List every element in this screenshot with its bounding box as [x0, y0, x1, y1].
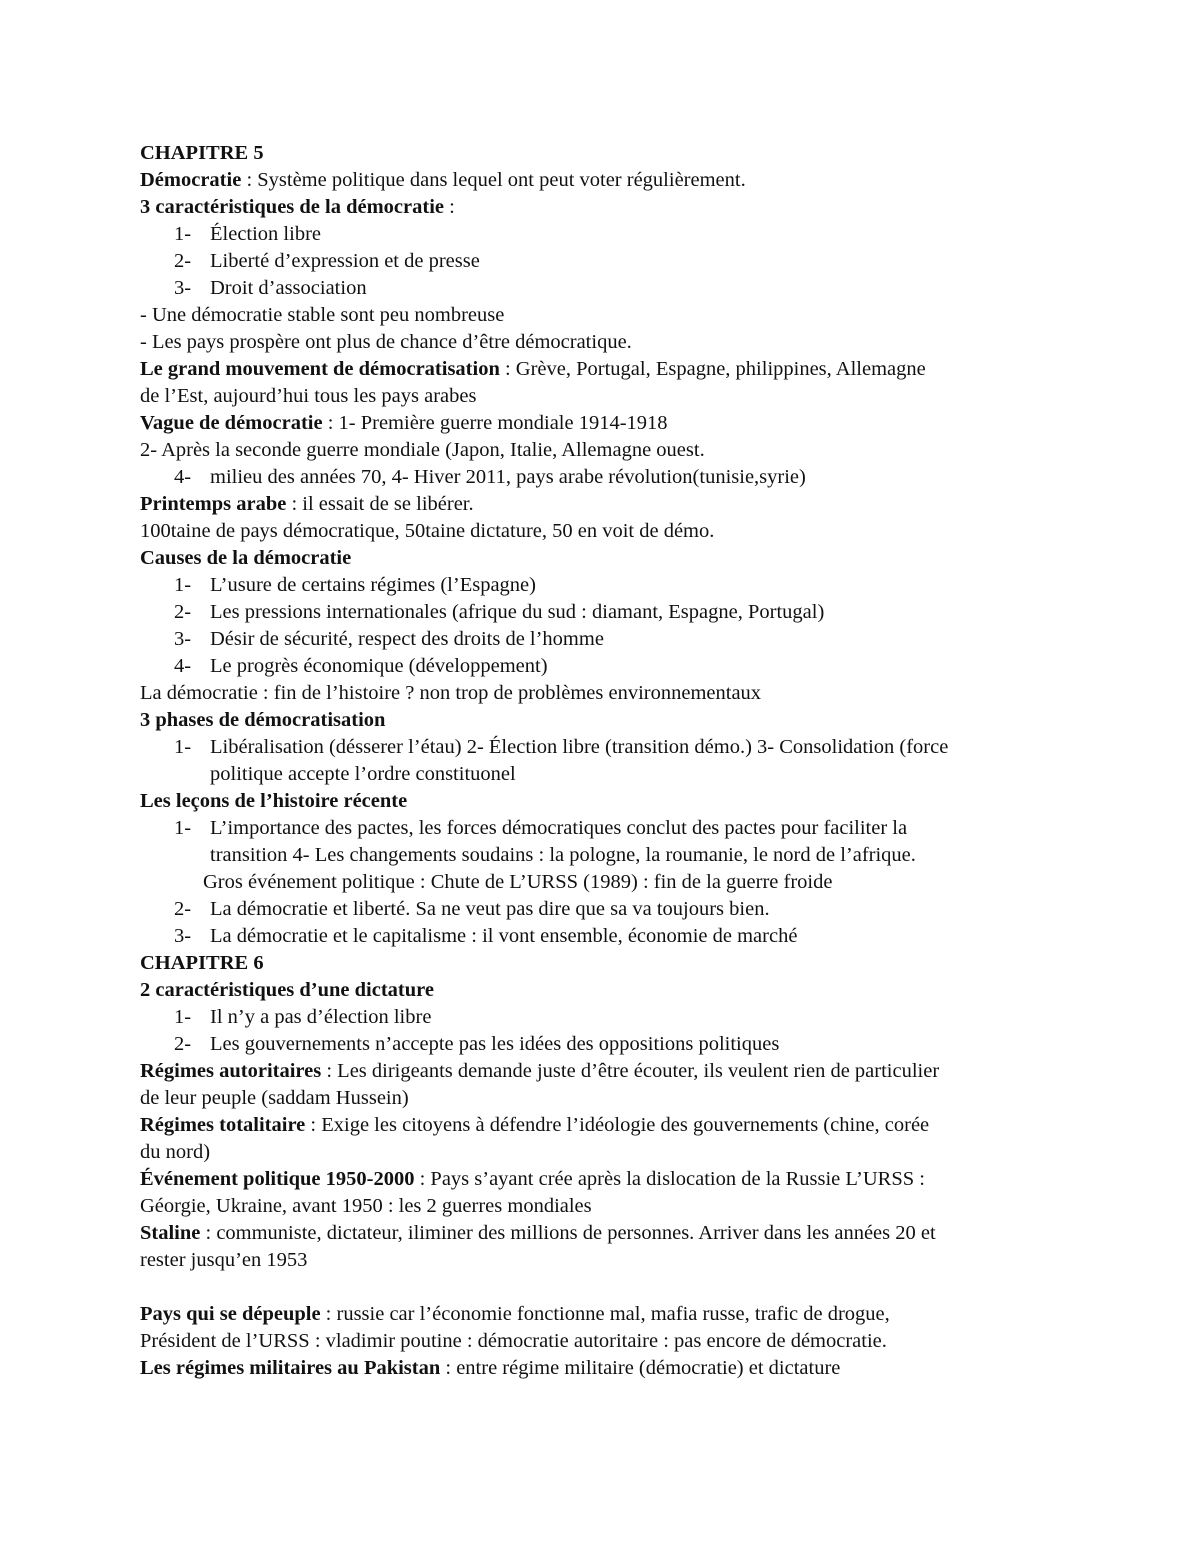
term: Démocratie [140, 169, 242, 191]
list-item: 2- La démocratie et liberté. Sa ne veut pas dire que sa va toujours bien. [174, 898, 770, 920]
list-item: 1- Il n’y a pas d’élection libre [174, 1006, 432, 1028]
definition-depeuple: Pays qui se dépeuple : russie car l’économie fonctionne mal, mafia russe, trafic de drogue, [140, 1303, 890, 1325]
definition-continuation: Géorgie, Ukraine, avant 1950 : les 2 guerres mondiales [140, 1195, 592, 1217]
definition-vague: Vague de démocratie : 1- Première guerre mondiale 1914-1918 [140, 412, 668, 434]
definition-totalitaire: Régimes totalitaire : Exige les citoyens à défendre l’idéologie des gouvernements (chine, corée [140, 1114, 930, 1136]
heading-dictature: 2 caractéristiques d’une dictature [140, 979, 434, 1001]
definition-democratie [140, 167, 1065, 194]
list-item: 2- Les pressions internationales (afrique du sud : diamant, Espagne, Portugal) [174, 601, 825, 623]
list-item-continuation: Gros événement politique : Chute de L’URSS (1989) : fin de la guerre froide [203, 871, 833, 893]
definition-evenement: Événement politique 1950-2000 : Pays s’ayant crée après la dislocation de la Russie L’URSS : [140, 1168, 925, 1190]
definition-autoritaires: Régimes autoritaires : Les dirigeants demande juste d’être écouter, ils veulent rien de particulier [140, 1060, 940, 1082]
list-item: 2- Les gouvernements n’accepte pas les idées des oppositions politiques [174, 1033, 780, 1055]
heading-phases: 3 phases de démocratisation [140, 709, 386, 731]
definition-continuation: du nord) [140, 1141, 211, 1163]
list-item: 3- La démocratie et le capitalisme : il vont ensemble, économie de marché [174, 925, 798, 947]
definition: : Système politique dans lequel ont peut voter régulièrement. [241, 169, 746, 191]
list-item: 4- milieu des années 70, 4- Hiver 2011, pays arabe révolution(tunisie,syrie) [174, 466, 806, 488]
heading-caracteristiques: 3 caractéristiques de la démocratie : [140, 196, 455, 218]
definition-continuation: de leur peuple (saddam Hussein) [140, 1087, 409, 1109]
definition-pakistan: Les régimes militaires au Pakistan : entre régime militaire (démocratie) et dictature [140, 1357, 841, 1379]
definition-continuation: rester jusqu’en 1953 [140, 1249, 308, 1271]
heading-lecons: Les leçons de l’histoire récente [140, 790, 408, 812]
note-line: - Une démocratie stable sont peu nombreuse [140, 304, 505, 326]
note-line: La démocratie : fin de l’histoire ? non trop de problèmes environnementaux [140, 682, 762, 704]
heading-causes: Causes de la démocratie [140, 547, 352, 569]
list-item: 2- Liberté d’expression et de presse [174, 250, 480, 272]
list-item: 1- Libéralisation (désserer l’étau) 2- Élection libre (transition démo.) 3- Consolidation (force [174, 736, 949, 758]
list-item: 1- L’importance des pactes, les forces démocratiques conclut des pactes pour faciliter la [174, 817, 908, 839]
term: 3 caractéristiques de la démocratie [140, 196, 444, 218]
list-item: 1- Élection libre [174, 223, 321, 245]
definition-continuation: Président de l’URSS : vladimir poutine : démocratie autoritaire : pas encore de démocratie. [140, 1330, 887, 1352]
list-item: 4- Le progrès économique (développement) [174, 655, 548, 677]
list-item-continuation: politique accepte l’ordre constituonel [210, 763, 516, 785]
chapter-6-title: CHAPITRE 6 [140, 952, 264, 974]
chapter-5-title: CHAPITRE 5 [140, 142, 264, 164]
note-line: - Les pays prospère ont plus de chance d’être démocratique. [140, 331, 632, 353]
definition-continuation: de l’Est, aujourd’hui tous les pays arabes [140, 385, 477, 407]
definition-printemps: Printemps arabe : il essait de se libérer. [140, 493, 474, 515]
note-line: 100taine de pays démocratique, 50taine dictature, 50 en voit de démo. [140, 520, 715, 542]
note-line: 2- Après la seconde guerre mondiale (Japon, Italie, Allemagne ouest. [140, 439, 705, 461]
list-item: 3- Désir de sécurité, respect des droits de l’homme [174, 628, 604, 650]
list-item: 1- L’usure de certains régimes (l’Espagne) [174, 574, 536, 596]
definition-staline: Staline : communiste, dictateur, iliminer des millions de personnes. Arriver dans les années 20 et [140, 1222, 936, 1244]
document-body [140, 140, 1065, 1382]
definition-grand-mouvement: Le grand mouvement de démocratisation : Grève, Portugal, Espagne, philippines, Allemagne [140, 358, 926, 380]
blank-line [140, 1274, 1065, 1301]
list-item: 3- Droit d’association [174, 277, 367, 299]
list-item-continuation: transition 4- Les changements soudains : la pologne, la roumanie, le nord de l’afrique. [210, 844, 916, 866]
